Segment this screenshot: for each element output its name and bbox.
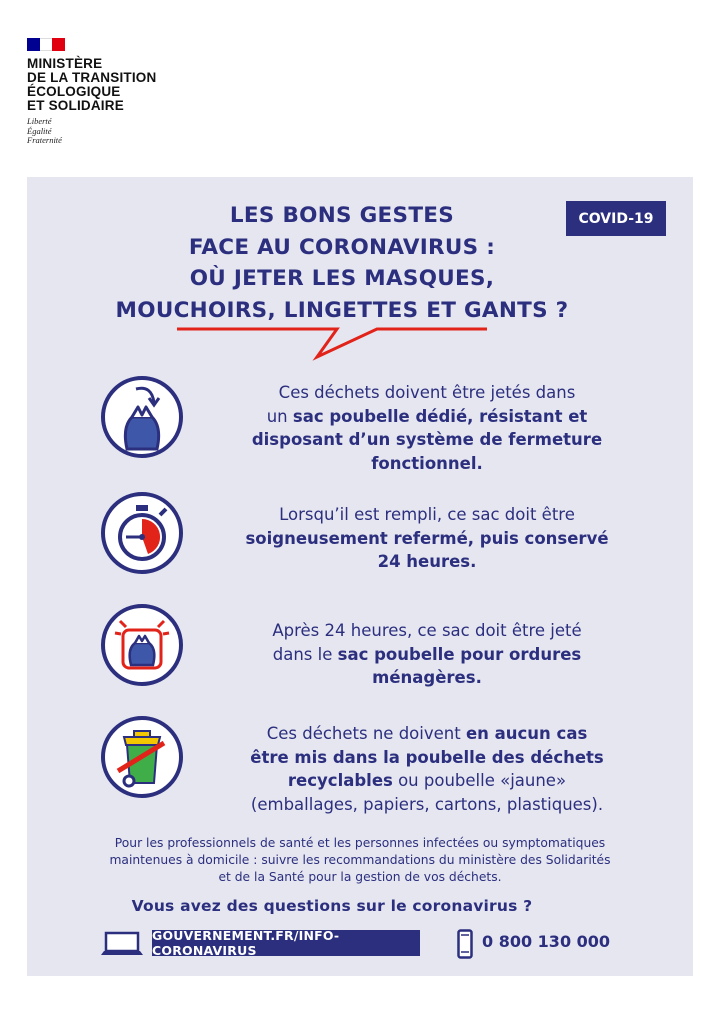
text-line: Pour les professionnels de santé et les personnes infectées ou symptomatiques — [114, 836, 606, 850]
text-line: recyclables ou poubelle «jaune» — [287, 771, 567, 790]
text-line: fonctionnel. — [371, 453, 483, 473]
text-line: un sac poubelle dédié, résistant et — [266, 406, 588, 426]
title-line: LES BONS GESTES — [229, 203, 455, 228]
info-panel — [27, 177, 693, 976]
covid-badge: COVID-19 — [566, 201, 666, 236]
text-line: être mis dans la poubelle des déchets — [250, 747, 604, 767]
text-line: Ces déchets ne doivent en aucun cas — [266, 724, 588, 743]
text-line: et de la Santé pour la gestion de vos déchets. — [218, 870, 502, 884]
ministry-logo — [27, 38, 156, 146]
page-title — [67, 200, 617, 326]
step-3-text — [217, 619, 637, 690]
text-line: soigneusement refermé, puis conservé — [245, 528, 609, 548]
website-link[interactable]: GOUVERNEMENT.FR/INFO-CORONAVIRUS — [152, 930, 420, 956]
laptop-icon — [100, 931, 144, 957]
text-line: 24 heures. — [377, 552, 477, 571]
closed-bag-icon — [100, 603, 184, 687]
text-line: ménagères. — [372, 668, 482, 687]
text-line: dans le sac poubelle pour ordures — [272, 644, 582, 664]
text-line: Lorsqu’il est rempli, ce sac doit être — [279, 505, 575, 524]
trash-bag-icon — [100, 375, 184, 459]
text-line: disposant d’un système de fermeture — [251, 430, 603, 449]
french-flag-icon — [27, 38, 65, 51]
text-line: Ces déchets doivent être jetés dans — [278, 383, 576, 402]
stopwatch-icon — [100, 491, 184, 575]
title-line: MOUCHOIRS, LINGETTES ET GANTS ? — [115, 297, 569, 323]
step-4-text — [217, 722, 637, 816]
no-recycling-bin-icon — [100, 715, 184, 799]
ministry-name: MINISTÈRE DE LA TRANSITION ÉCOLOGIQUE ET SOLIDAIRE — [27, 56, 157, 113]
footnote — [52, 835, 668, 886]
text-line: maintenues à domicile : suivre les recommandations du ministère des Solidarités — [109, 853, 611, 867]
text-line: (emballages, papiers, cartons, plastiques). — [250, 794, 604, 814]
title-line: OÙ JETER LES MASQUES, — [189, 266, 495, 291]
step-1-text — [217, 381, 637, 475]
phone-icon — [457, 929, 473, 959]
speech-bubble-line — [177, 322, 487, 362]
phone-number[interactable]: 0 800 130 000 — [482, 932, 611, 951]
text-line: Après 24 heures, ce sac doit être jeté — [272, 621, 582, 640]
step-2-text — [217, 503, 637, 574]
title-line: FACE AU CORONAVIRUS : — [188, 234, 496, 260]
contact-question: Vous avez des questions sur le coronavirus ? — [131, 897, 533, 915]
ministry-motto: Liberté Égalité Fraternité — [27, 116, 62, 145]
